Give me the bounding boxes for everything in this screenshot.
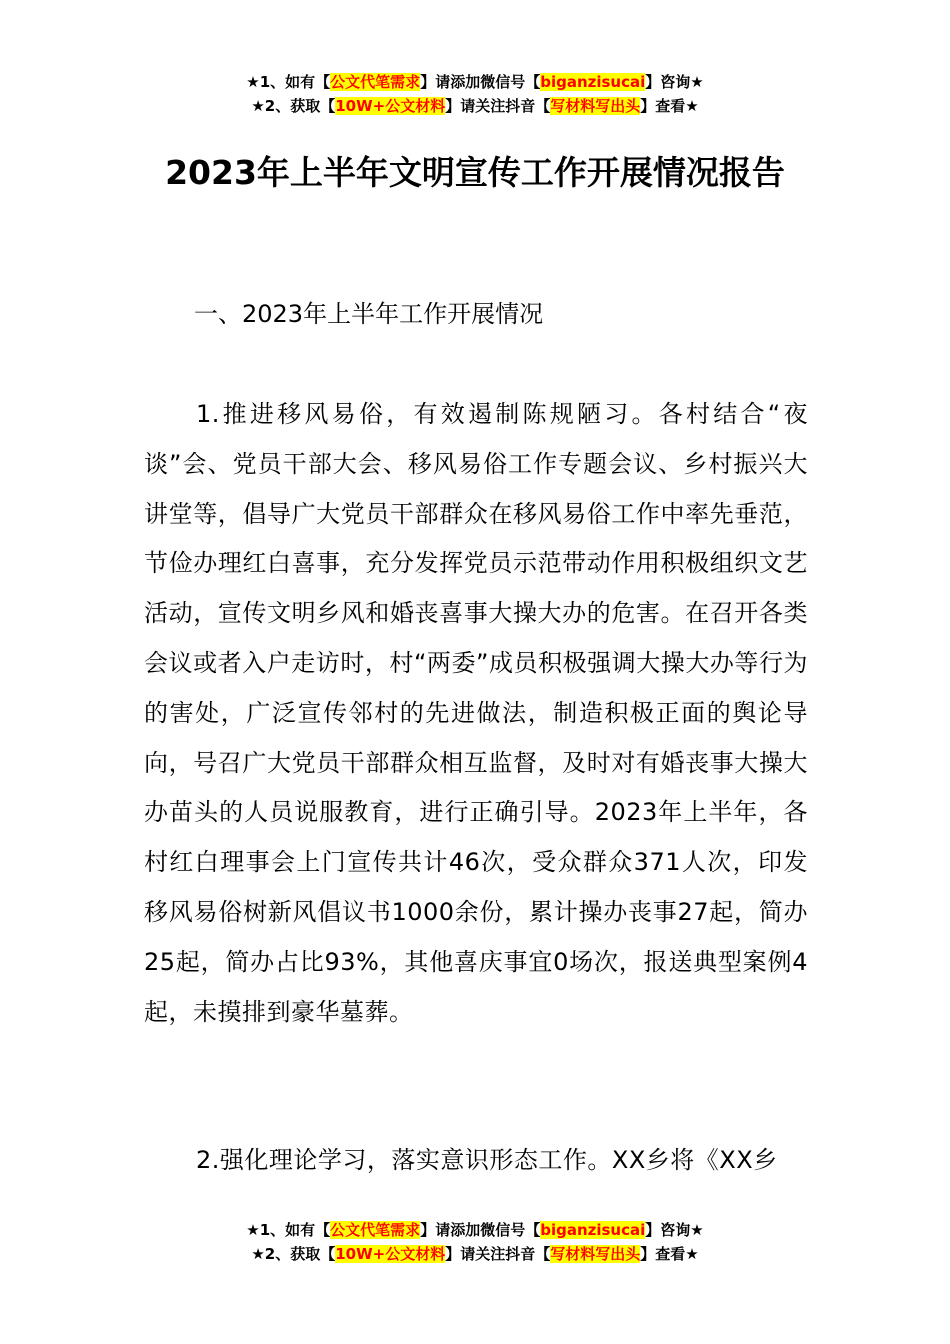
banner-highlight: biganzisucai (540, 1221, 646, 1239)
banner-line-1 (0, 1218, 950, 1242)
banner-text: 】咨询★ (645, 1221, 704, 1239)
header-banner (0, 70, 950, 118)
banner-text: 】请添加微信号【 (420, 1221, 541, 1239)
banner-text: 】请关注抖音【 (445, 1245, 551, 1263)
banner-highlight: 公文代笔需求 (330, 73, 421, 91)
banner-text: 】请添加微信号【 (420, 73, 541, 91)
banner-text: ★1、如有【 (246, 73, 331, 91)
paragraph-2: 2.强化理论学习，落实意识形态工作。XX乡将《XX乡 (196, 1146, 778, 1174)
paragraph-1: 1.推进移风易俗，有效遏制陈规陋习。各村结合“夜谈”会、党员干部大会、移风易俗工作专题会议、乡村振兴大讲堂等，倡导广大党员干部群众在移风易俗工作中率先垂范，节俭办理红白喜事，充分发挥党员示范带动作用积极组织文艺活动，宣传文明乡风和婚丧喜事大操大办的危害。在召开各类会议或者入户走访时，村“两委”成员积极强调大操大办等行为的害处，广泛宣传邻村的先进做法，制造积极正面的舆论导向，号召广大党员干部群众相互监督，及时对有婚丧事大操大办苗头的人员说服教育，进行正确引导。2023年上半年，各村红白理事会上门宣传共计46次，受众群众371人次，印发移风易俗树新风倡议书1000余份，累计操办丧事27起，简办25起，简办占比93%，其他喜庆事宜0场次，报送典型案例4起，未摸排到豪华墓葬。 (144, 400, 808, 1026)
footer-banner (0, 1218, 950, 1266)
section-heading: 一、2023年上半年工作开展情况 (194, 300, 544, 328)
banner-highlight: 写材料写出头 (550, 97, 641, 115)
banner-text: 】查看★ (640, 97, 699, 115)
banner-line-2 (0, 94, 950, 118)
banner-text: 】请关注抖音【 (445, 97, 551, 115)
banner-highlight: biganzisucai (540, 73, 646, 91)
banner-text: ★2、获取【 (251, 1245, 336, 1263)
banner-line-1 (0, 70, 950, 94)
banner-text: ★1、如有【 (246, 1221, 331, 1239)
banner-highlight: 公文代笔需求 (330, 1221, 421, 1239)
banner-highlight: 写材料写出头 (550, 1245, 641, 1263)
banner-text: 】咨询★ (645, 73, 704, 91)
banner-text: ★2、获取【 (251, 97, 336, 115)
banner-highlight: 10W+公文材料 (335, 1245, 446, 1263)
document-title: 2023年上半年文明宣传工作开展情况报告 (165, 153, 785, 192)
banner-line-2 (0, 1242, 950, 1266)
banner-highlight: 10W+公文材料 (335, 97, 446, 115)
banner-text: 】查看★ (640, 1245, 699, 1263)
